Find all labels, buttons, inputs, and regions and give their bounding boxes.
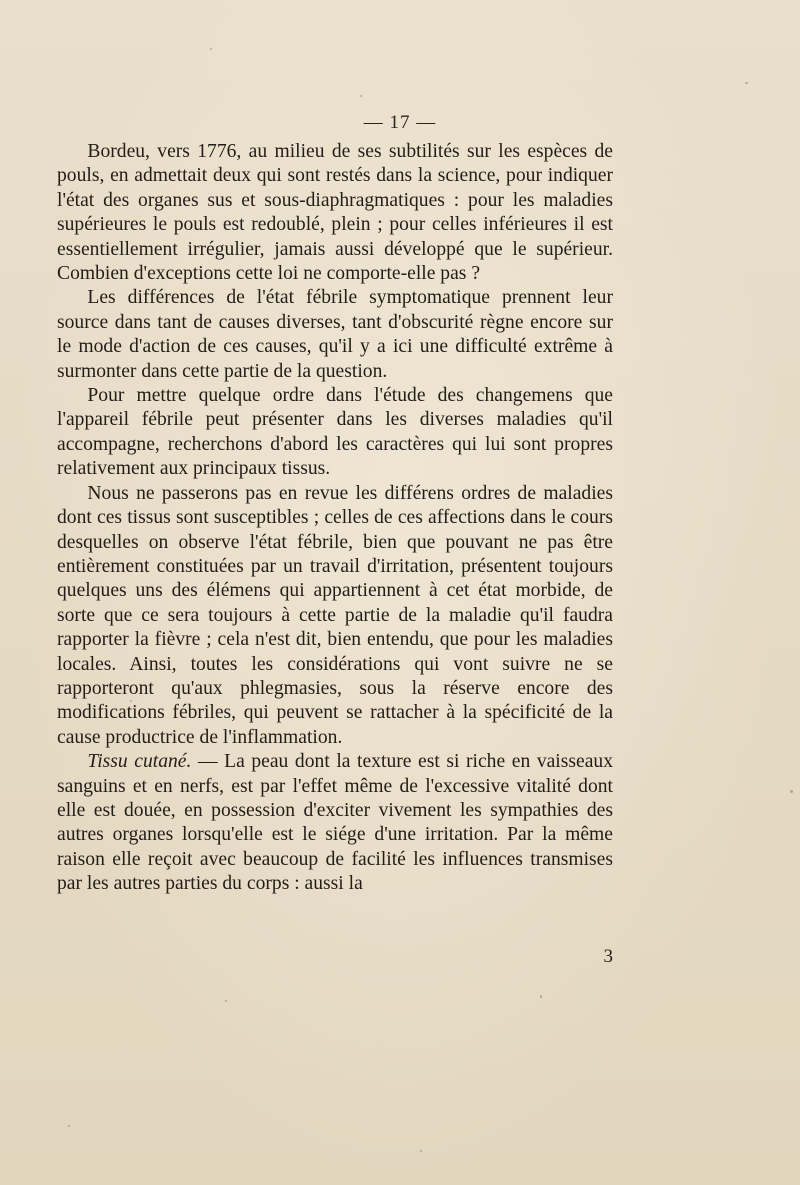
paper-speck xyxy=(68,1125,70,1127)
paper-speck xyxy=(420,1150,422,1152)
paper-speck xyxy=(130,700,132,702)
paper-speck xyxy=(210,48,212,50)
paragraph-etat-febrile: Les différences de l'état fébrile symptomatique prennent leur source dans tant de causes diverses, tant d'obscurité règne encore sur le mode d'action de ces causes, qu'il y a ici une difficulté extrême à surmonter dans cette partie de la question. xyxy=(57,287,613,382)
paper-speck xyxy=(790,790,793,793)
paper-speck xyxy=(745,82,748,84)
paragraph-appareil-febrile: Pour mettre quelque ordre dans l'étude des changemens que l'appareil fébrile peut présenter dans les diverses maladies qu'il accompagne, recherchons d'abord les caractères qui lui sont propres relativement aux principaux tissus. xyxy=(57,385,613,480)
paragraph-bordeu: Bordeu, vers 1776, au milieu de ses subtilités sur les espèces de pouls, en admettait deux qui sont restés dans la science, pour indiquer l'état des organes sus et sous-diaphragmatiques : pour les maladies supérieures le pouls est redoublé, plein ; pour celles inférieures il est essentiellement irrégulier, jamais aussi développé que le supérieur. Combien d'exceptions cette loi ne comporte-elle pas ? xyxy=(57,141,613,285)
body-text xyxy=(57,140,613,897)
paper-speck xyxy=(360,95,362,97)
paragraph-tissu-cutane xyxy=(57,750,613,896)
section-heading-tissu-cutane: Tissu cutané. xyxy=(87,751,192,773)
paragraph-tissu-cutane-text: — La peau dont la texture est si riche en vaisseaux sanguins et en nerfs, est par l'effet même de l'excessive vitalité dont elle est douée, en possession d'exciter vivement les sympathies des autres organes lorsqu'elle est le siége d'une irritation. Par la même raison elle reçoit avec beaucoup de facilité les influences transmises par les autres parties du corps : aussi la xyxy=(57,751,613,895)
paper-speck xyxy=(540,995,542,998)
paper-speck xyxy=(225,1000,227,1002)
page-number: — 17 — xyxy=(363,112,437,133)
paragraph-ordres-maladies: Nous ne passerons pas en revue les différens ordres de maladies dont ces tissus sont susceptibles ; celles de ces affections dans le cours desquelles on observe l'état fébrile, bien que pouvant ne pas être entièrement constituées par un travail d'irritation, présentent toujours quelques uns des élémens qui appartiennent à cet état morbide, de sorte que ce sera toujours à cette partie de la maladie qu'il faudra rapporter la fièvre ; cela n'est dit, bien entendu, que pour les maladies locales. Ainsi, toutes les considérations qui vont suivre ne se rapporteront qu'aux phlegmasies, sous la réserve encore des modifications fébriles, qui peuvent se rattacher à la spécificité de la cause productrice de l'inflammation. xyxy=(57,482,613,748)
signature-mark: 3 xyxy=(603,946,613,967)
